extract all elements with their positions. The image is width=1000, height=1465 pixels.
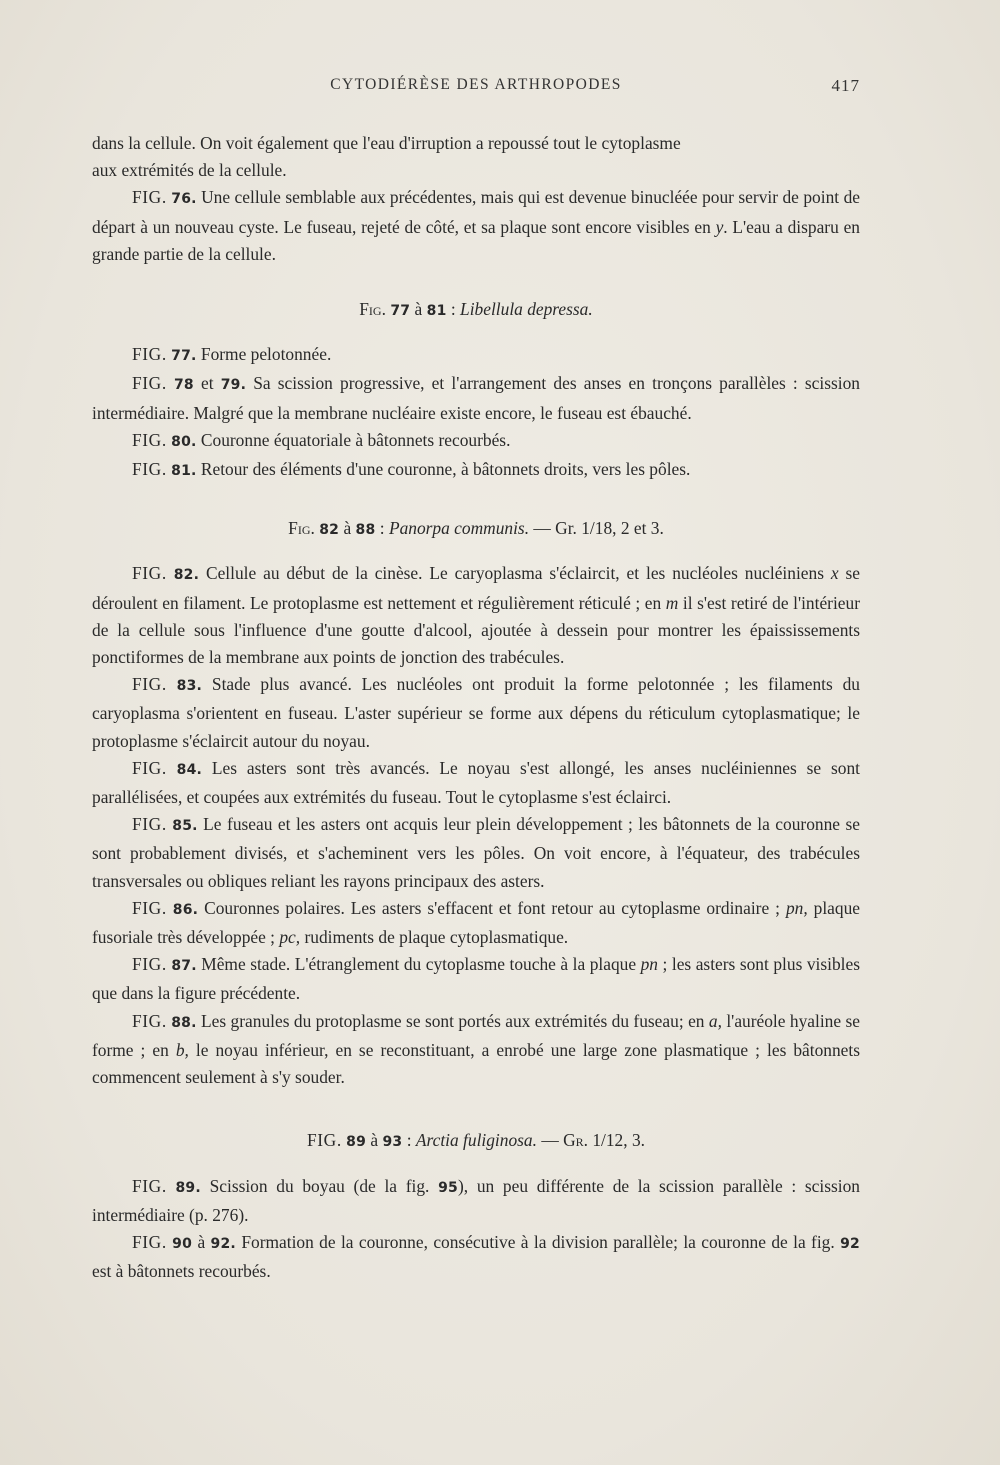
caption-text: Même stade. L'étranglement du cytoplasme touche à la plaque (196, 954, 641, 975)
variable-a: a, (708, 1010, 722, 1031)
caption-text: plaque fusoriale très développée ; (92, 897, 860, 948)
heading-fig-to: 93 (382, 1134, 403, 1151)
caption-fig-78-79 (92, 370, 860, 426)
fig-number: 83. (176, 678, 203, 695)
variable-x: x (830, 563, 839, 584)
heading-fig-from: 89 (346, 1134, 367, 1151)
heading-connector: à (366, 1130, 383, 1151)
heading-fig-from: 82 (319, 522, 340, 539)
caption-text: Sa scission progressive, et l'arrangement des anses en tronçons parallèles : scission intermédiaire. Malgré que la membrane nucléaire existe encore, le fuseau est ébauché. (92, 373, 860, 423)
intro-line-2: aux extrémités de la cellule. (92, 160, 287, 181)
fig-number: 77. (171, 348, 197, 365)
fig-number: 80. (171, 433, 197, 450)
heading-connector: à (410, 299, 427, 320)
fig-number: 87. (171, 958, 197, 975)
heading-separator: : (446, 299, 461, 320)
heading-fig-to: 81 (426, 303, 447, 320)
fig-label: FIG. (132, 1231, 167, 1252)
fig-reference: 92 (840, 1235, 860, 1252)
fig-reference: 95 (438, 1179, 458, 1196)
variable-pc: pc, (279, 927, 301, 948)
fig-number: 92. (210, 1235, 236, 1252)
caption-text: ; les asters sont plus visibles que dans la figure précédente. (92, 954, 861, 1004)
fig-label: FIG. (132, 429, 167, 450)
heading-fig-label: FIG. (307, 1130, 342, 1151)
caption-text: Retour des éléments d'une couronne, à bâtonnets droits, vers les pôles. (196, 459, 691, 480)
caption-fig-88 (92, 1008, 860, 1092)
heading-fig-from: 77 (390, 303, 411, 320)
caption-fig-81 (92, 456, 860, 485)
variable-pn: pn, (785, 897, 808, 918)
text-body (92, 130, 860, 1285)
caption-fig-84 (92, 755, 860, 811)
fig-number: 84. (176, 761, 203, 778)
fig-label: FIG. (132, 1010, 167, 1031)
fig-number: 85. (172, 818, 198, 835)
section-heading-libellula (92, 296, 860, 325)
caption-text: rudiments de plaque cytoplasmatique. (300, 927, 569, 948)
fig-number: 81. (171, 463, 197, 480)
caption-fig-89 (92, 1173, 860, 1229)
heading-connector: à (339, 518, 356, 539)
fig-label: FIG. (132, 897, 167, 918)
magnification: 1/12, 3. (587, 1130, 645, 1151)
heading-dash: — (536, 1130, 564, 1151)
variable-b: b, (175, 1039, 189, 1060)
fig-number: 86. (172, 901, 199, 918)
heading-separator: : (402, 1130, 416, 1151)
fig-label: FIG. (132, 373, 167, 394)
fig-label: FIG. (132, 1175, 167, 1196)
variable-m: m (665, 592, 679, 613)
fig-number: 76. (171, 191, 197, 208)
caption-text: Formation de la couronne, consécutive à la division parallèle; la couronne de la fig. (235, 1231, 841, 1252)
fig-number: 88. (171, 1014, 197, 1031)
heading-fig-label: Fig. (359, 299, 386, 320)
fig-label: FIG. (132, 344, 167, 365)
caption-text: Couronnes polaires. Les asters s'effacent et font retour au cytoplasme ordinaire ; (198, 897, 786, 918)
caption-text: . L'eau a disparu en grande partie de la cellule. (92, 216, 860, 264)
caption-fig-82 (92, 560, 860, 671)
fig-label: FIG. (132, 563, 167, 584)
caption-text: l'auréole hyaline se forme ; en (92, 1010, 860, 1060)
caption-text: ), un peu différente de la scission parallèle : scission intermédiaire (p. 276). (92, 1175, 860, 1225)
page-number: 417 (831, 76, 860, 95)
caption-fig-83 (92, 671, 860, 755)
species-name: Panorpa communis. (388, 518, 530, 539)
fig-label: FIG. (132, 187, 167, 208)
caption-fig-90-92 (92, 1229, 860, 1285)
heading-fig-label: Fig. (288, 518, 315, 539)
fig-label: FIG. (132, 757, 167, 778)
caption-fig-87 (92, 951, 860, 1007)
fig-number: 89. (175, 1179, 201, 1196)
fig-connector: à (192, 1231, 211, 1252)
caption-text: Cellule au début de la cinèse. Le caryoplasma s'éclaircit, et les nucléoles nucléiniens (199, 563, 831, 584)
paragraph-intro (92, 130, 860, 184)
fig-number: 79. (220, 377, 247, 394)
caption-text: se déroulent en filament. Le protoplasme est nettement et régulièrement réticulé ; en (92, 563, 860, 613)
caption-fig-86 (92, 895, 860, 951)
fig-number: 78 (173, 377, 194, 394)
caption-fig-77 (92, 341, 860, 370)
fig-label: FIG. (132, 814, 167, 835)
caption-text: est à bâtonnets recourbés. (92, 1261, 271, 1282)
caption-text: Forme pelotonnée. (196, 344, 332, 365)
caption-text: Les asters sont très avancés. Le noyau s'est allongé, les anses nucléiniennes se sont parallélisées, et coupées aux extrémités du fuseau. Tout le cytoplasme s'est éclairci. (92, 757, 860, 808)
fig-connector: et (193, 373, 221, 394)
species-name: Libellula depressa. (460, 299, 593, 320)
running-head (92, 76, 860, 100)
caption-text: le noyau inférieur, en se reconstituant, a enrobé une large zone plasmatique ; les bâtonnets commencent seulement à s'y souder. (92, 1039, 860, 1088)
caption-fig-85 (92, 811, 860, 895)
caption-text: il s'est retiré de l'intérieur de la cellule sous l'influence d'une goutte d'alcool, ajoutée à dessein pour montrer les épaississements ponctiformes de la membrane aux points de jonction des trabécules. (92, 592, 860, 668)
magnification-label: Gr. (563, 1130, 588, 1151)
fig-label: FIG. (132, 459, 167, 480)
running-title: CYTODIÉRÈSE DES ARTHROPODES (330, 76, 622, 93)
caption-text: Scission du boyau (de la fig. (200, 1175, 439, 1196)
caption-fig-80 (92, 427, 860, 456)
caption-text: Stade plus avancé. Les nucléoles ont produit la forme pelotonnée ; les filaments du caryoplasma s'orientent en fuseau. L'aster supérieur se forme aux dépens du réticulum cytoplasmatique; le protoplasme s'éclaircit autour du noyau. (92, 674, 860, 751)
variable-pn: pn (640, 954, 658, 975)
caption-text: Le fuseau et les asters ont acquis leur plein développement ; les bâtonnets de la couronne se sont probablement divisés, et s'acheminent vers les pôles. On voit encore, à l'équateur, des trabécules transversales ou obliques reliant les rayons principaux des asters. (92, 814, 860, 891)
section-heading-arctia (92, 1127, 860, 1156)
magnification: — Gr. 1/18, 2 et 3. (529, 518, 664, 539)
section-heading-panorpa (92, 515, 860, 544)
species-name: Arctia fuliginosa. (415, 1130, 537, 1151)
fig-number: 82. (173, 567, 200, 584)
caption-text: Une cellule semblable aux précédentes, mais qui est devenue binucléée pour servir de point de départ à un nouveau cyste. Le fuseau, rejeté de côté, et sa plaque sont encore visibles en (92, 187, 860, 237)
variable-y: y (715, 216, 724, 237)
fig-label: FIG. (132, 674, 167, 695)
caption-text: Couronne équatoriale à bâtonnets recourbés. (196, 429, 511, 450)
heading-fig-to: 88 (355, 522, 376, 539)
caption-text: Les granules du protoplasme se sont portés aux extrémités du fuseau; en (196, 1010, 709, 1031)
intro-line-1: dans la cellule. On voit également que l'eau d'irruption a repoussé tout le cytoplasme (92, 133, 681, 153)
heading-separator: : (375, 518, 389, 539)
fig-label: FIG. (132, 954, 167, 975)
caption-fig-76 (92, 184, 860, 268)
fig-number: 90 (172, 1235, 193, 1252)
